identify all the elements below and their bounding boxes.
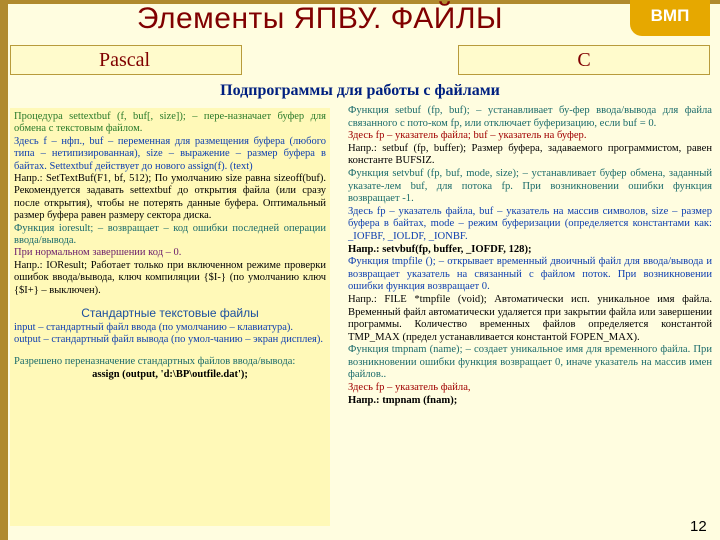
redirect-desc: Разрешено переназначение стандартных файлов ввода/вывода: [14, 356, 296, 368]
ioresult-normal: При нормальном завершении код – 0. [14, 247, 182, 259]
tmpfile-example: Напр.: FILE *tmpfile (void); Автоматически исп. уникальное имя файла. Временный файл автоматически удаляется при закрытии файла или завершении программы. Количество временных файлов определяется константой TMP_MAX (предел устанавливается константой FOPEN_MAX). [348, 293, 712, 343]
tmpnam-example: Напр.: tmpnam (fnam); [348, 394, 458, 406]
setbuf-example: Напр.: setbuf (fp, buffer); Размер буфера, задаваемого программистом, равен константе BUFSIZ. [348, 142, 712, 167]
c-column [348, 105, 712, 535]
std-files-heading: Стандартные текстовые файлы [81, 306, 259, 321]
tab-pascal: Pascal [10, 45, 242, 75]
ioresult-desc: Функция ioresult; – возвращает – код ошибки последней операции ввода/вывода. [14, 222, 326, 247]
slide-title: Элементы ЯПВУ. ФАЙЛЫ [136, 2, 504, 35]
setvbuf-desc: Функция setvbuf (fp, buf, mode, size); – устанавливает буфер обмена, заданный указате-лем buf, для потока fp. При возникновении ошибки функция возвращает -1. [348, 167, 712, 205]
setbuf-desc: Функция setbuf (fp, buf); – устанавливает бу-фер ввода/вывода для файла связанного с пото-ком fp, или отключает буферизацию, если buf = 0. [348, 105, 712, 129]
tmpnam-params: Здесь fp – указатель файла, [348, 382, 471, 394]
page-number: 12 [690, 518, 707, 535]
header-badge: ВМП [630, 0, 710, 36]
setbuf-params: Здесь fp – указатель файла; buf – указатель на буфер. [348, 130, 587, 142]
settextbuf-params: Здесь f – нфп., buf – переменная для размещения буфера (любого типа – нетипизированная), size – выражение – размер буфера в байтах. Settextbuf действует до нового assign(f). (text) [14, 135, 326, 172]
settextbuf-desc: Процедура settextbuf (f, buf[, size]); – пере-назначает буфер для обмена с текстовым файлом. [14, 111, 326, 135]
left-accent-bar [0, 0, 8, 540]
setvbuf-example: Напр.: setvbuf(fp, buffer, _IOFDF, 128); [348, 243, 532, 255]
tab-c: C [458, 45, 710, 75]
input-desc: input – стандартный файл ввода (по умолчанию – клавиатура). [14, 321, 294, 333]
output-desc: output – стандартный файл вывода (по умол-чанию – экран дисплея). [14, 333, 324, 345]
ioresult-example: Напр.: IOResult; Работает только при включенном режиме проверки ошибок ввода/вывода, ключ компиляции {$I-} (по умолчанию ключ {$I+} – выключен). [14, 259, 326, 296]
redirect-example: assign (output, 'd:\BP\outfile.dat'); [92, 368, 248, 380]
pascal-column [10, 108, 330, 526]
setvbuf-params: Здесь fp – указатель файла, buf – указатель на массив символов, size – размер буфера в байтах, mode – режим буферизации (определяется константами как: _IOFBF, _IOLDF, _IONBF. [348, 205, 712, 242]
tmpfile-desc: Функция tmpfile (); – открывает временный двоичный файл для ввода/вывода и возвращает указатель на связанный с файлом поток. При возникновении ошибки функция возвращает 0. [348, 256, 712, 293]
settextbuf-example: Напр.: SetTextBuf(F1, bf, 512); По умолчанию size равна sizeoff(buf). Рекомендуется задавать settextbuf до открытия файла (или сразу после открытия), чтобы не потерять данные буфера. Оптимальный размер буфера равен размеру сектора диска. [14, 173, 326, 222]
tmpnam-desc: Функция tmpnam (name); – создает уникальное имя для временного файла. При возникновении ошибки функция возвращает 0, иначе указатель на массив имен файлов.. [348, 344, 712, 381]
section-subtitle: Подпрограммы для работы с файлами [220, 82, 500, 99]
